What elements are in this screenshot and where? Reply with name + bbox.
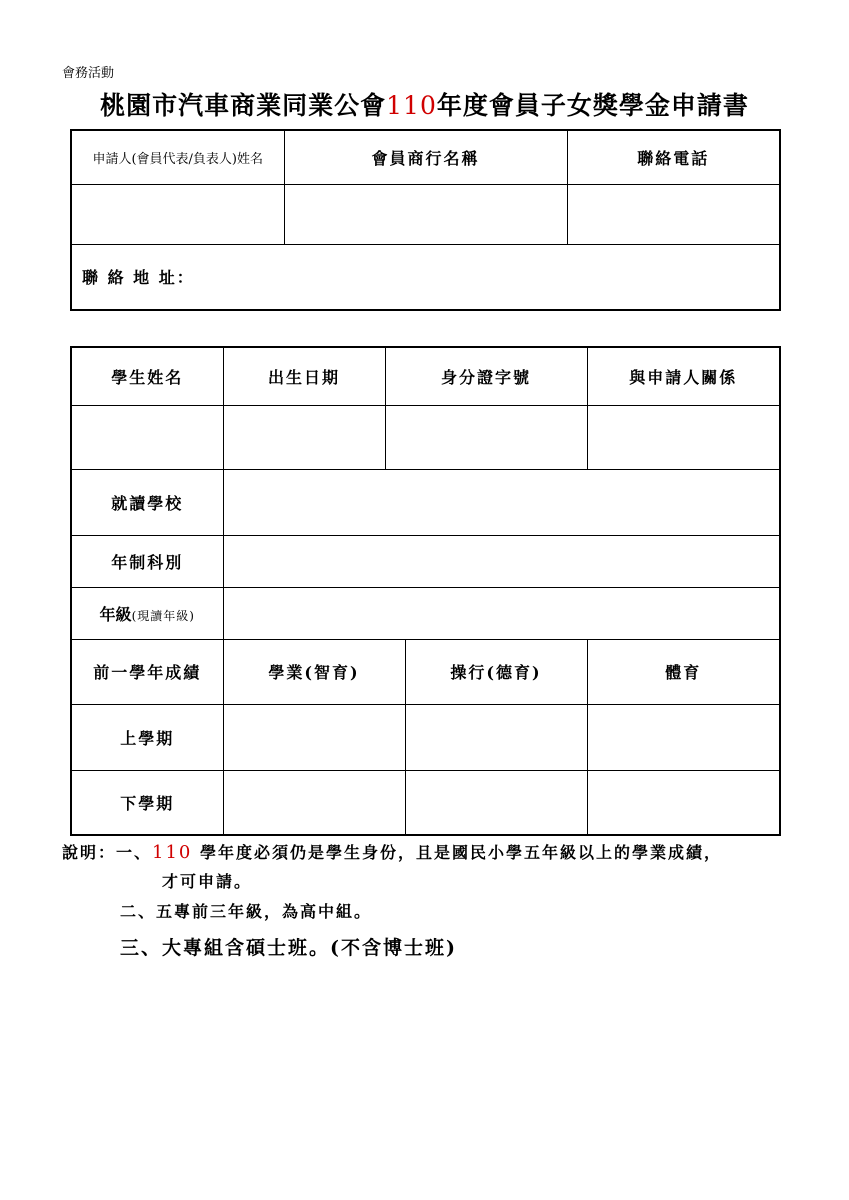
- school-label: 就讀學校: [71, 469, 223, 535]
- semester2-pe-field[interactable]: [587, 770, 780, 835]
- header-student-name: 學生姓名: [71, 347, 223, 405]
- header-conduct: 操行(德育): [405, 639, 587, 704]
- header-phone: 聯絡電話: [567, 130, 780, 184]
- grade-field[interactable]: [223, 587, 780, 639]
- birth-date-field[interactable]: [223, 405, 385, 469]
- header-relation: 與申請人關係: [587, 347, 780, 405]
- address-label: 聯 絡 地 址：: [82, 268, 195, 288]
- header-company-name: 會員商行名稱: [284, 130, 567, 184]
- address-field[interactable]: [71, 244, 780, 310]
- note-3: 三、大專組含碩士班。(不含博士班): [120, 937, 457, 959]
- page-title: [0, 86, 849, 122]
- notes-label: 說明：: [62, 843, 117, 862]
- semester2-conduct-field[interactable]: [405, 770, 587, 835]
- note-1-year: 110: [152, 842, 193, 863]
- grade-label-cell: [71, 587, 223, 639]
- semester2-label: 下學期: [71, 770, 223, 835]
- semester1-label: 上學期: [71, 704, 223, 770]
- title-suffix: 年度會員子女獎學金申請書: [436, 91, 749, 120]
- title-prefix: 桃園市汽車商業同業公會: [100, 91, 387, 120]
- semester2-academic-field[interactable]: [223, 770, 405, 835]
- note-1-text: 學年度必須仍是學生身份，且是國民小學五年級以上的學業成績，: [192, 843, 722, 862]
- scores-label: 前一學年成績: [71, 639, 223, 704]
- header-academic: 學業(智育): [223, 639, 405, 704]
- applicant-name-field[interactable]: [71, 184, 284, 244]
- company-name-field[interactable]: [284, 184, 567, 244]
- phone-field[interactable]: [567, 184, 780, 244]
- semester1-academic-field[interactable]: [223, 704, 405, 770]
- note-1-continued: 才可申請。: [162, 872, 253, 891]
- applicant-table: [70, 129, 781, 311]
- note-1-prefix: 一、: [116, 843, 153, 862]
- student-table: [70, 346, 781, 836]
- grade-label: 年級: [99, 604, 132, 624]
- id-number-field[interactable]: [385, 405, 587, 469]
- relation-field[interactable]: [587, 405, 780, 469]
- program-field[interactable]: [223, 535, 780, 587]
- header-applicant-name: 申請人(會員代表/負表人)姓名: [71, 130, 284, 184]
- grade-note: (現讀年級): [131, 608, 195, 623]
- header-id-number: 身分證字號: [385, 347, 587, 405]
- note-2: 二、五專前三年級，為高中組。: [120, 902, 373, 921]
- school-field[interactable]: [223, 469, 780, 535]
- program-label: 年制科別: [71, 535, 223, 587]
- student-name-field[interactable]: [71, 405, 223, 469]
- header-pe: 體育: [587, 639, 780, 704]
- category-label: 會務活動: [62, 66, 115, 81]
- semester1-pe-field[interactable]: [587, 704, 780, 770]
- header-birth-date: 出生日期: [223, 347, 385, 405]
- title-year: 110: [386, 91, 437, 120]
- note-1: [62, 840, 722, 863]
- semester1-conduct-field[interactable]: [405, 704, 587, 770]
